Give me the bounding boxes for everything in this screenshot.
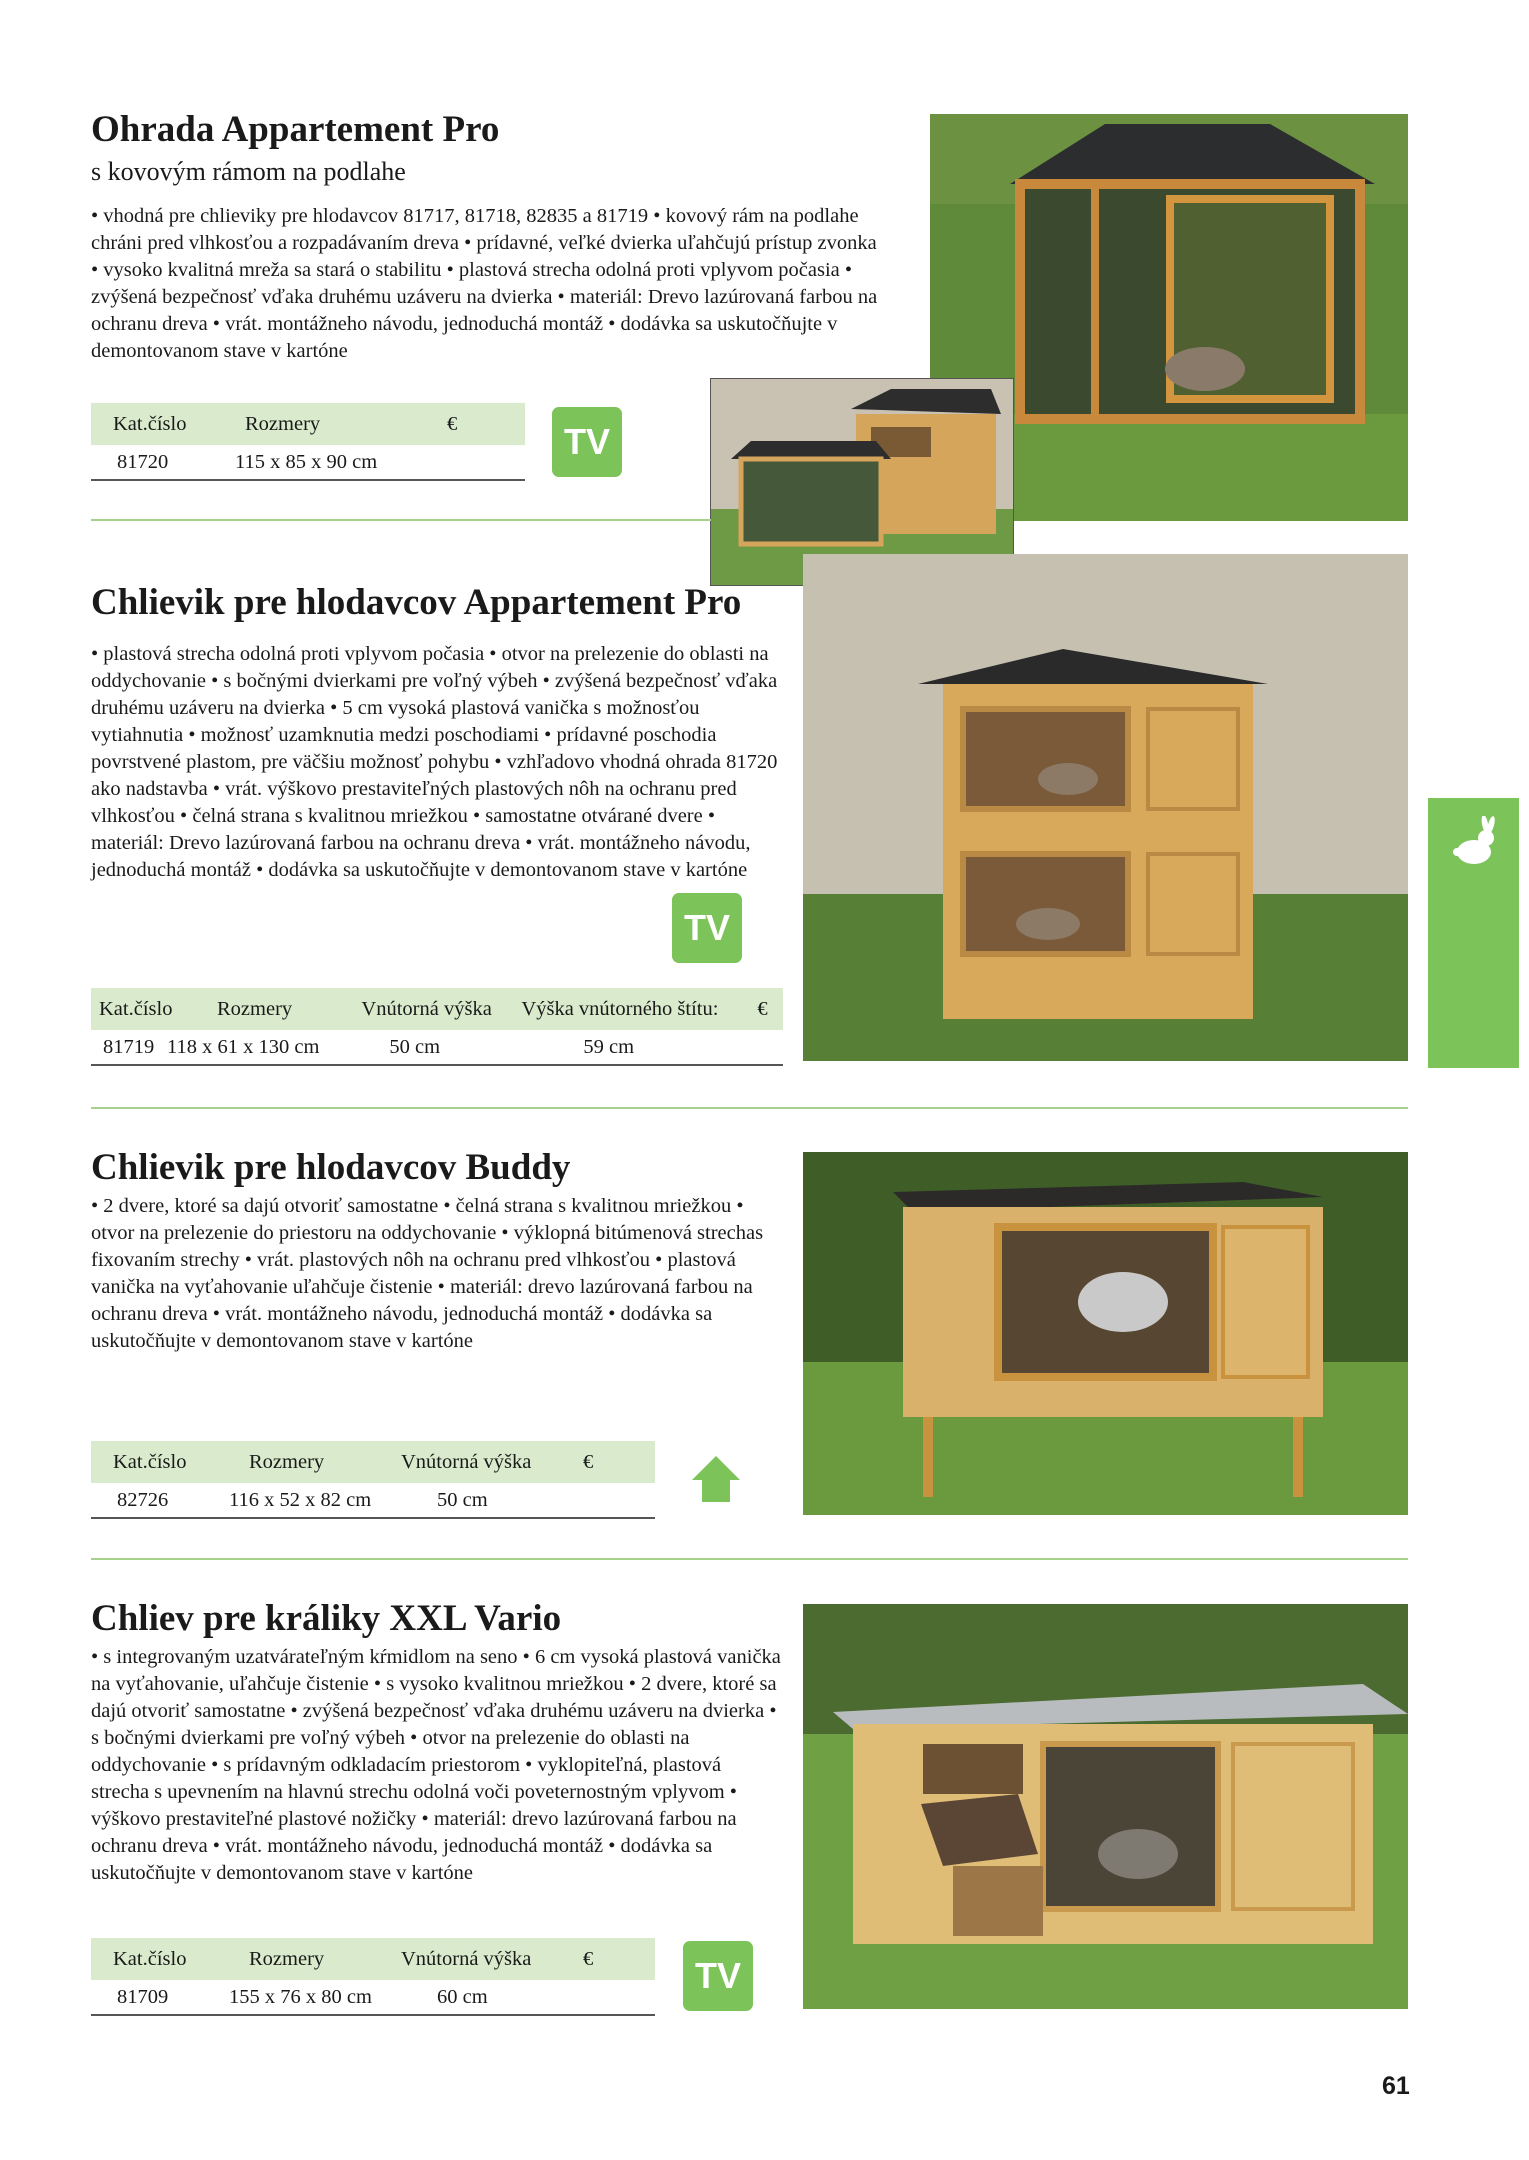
table-cell: 81720	[91, 445, 223, 480]
table-header: Kat.číslo	[91, 988, 209, 1030]
table-cell: 50 cm	[401, 1483, 583, 1518]
table-cell: 81719	[91, 1030, 209, 1065]
product-title: Chliev pre králiky XXL Vario	[91, 1598, 562, 1639]
table-cell: 81709	[91, 1980, 219, 2015]
product-photo	[803, 554, 1408, 1061]
spec-table	[91, 1441, 655, 1519]
table-cell: 50 cm	[361, 1030, 521, 1065]
table-header: Vnútorná výška	[361, 988, 521, 1030]
category-side-tab	[1428, 798, 1519, 1068]
product-title: Ohrada Appartement Pro	[91, 109, 500, 150]
product-subtitle: s kovovým rámom na podlahe	[91, 157, 406, 186]
table-header: Kat.číslo	[91, 1441, 219, 1483]
product-title: Chlievik pre hlodavcov Appartement Pro	[91, 582, 742, 623]
product-description: • plastová strecha odolná proti vplyvom počasia • otvor na prelezenie do oblasti na oddychovanie • s bočnými dvierkami pre voľný výbeh • zvýšená bezpečnosť vďaka druhému uzáveru na dvierka • 5 cm vysoká plastová vanička s možnosťou vytiahnutia • možnosť uzamknutia medzi poschodiami • prídavné poschodia povrstvené plastom, pre väčšiu možnosť pohybu • vzhľadovo vhodná ohrada 81720 ako nadstavba • vrát. výškovo prestaviteľných plastových nôh na ochranu pred vlhkosťou • čelná strana s kvalitnou mriežkou • samostatne otvárané dvere • materiál: Drevo lazúrovaná farbou na ochranu dreva • vrát. montážneho návodu, jednoduchá montáž • dodávka sa uskutočňujte v demontovanom stave v kartóne	[91, 643, 778, 881]
product-description: • 2 dvere, ktoré sa dajú otvoriť samostatne • čelná strana s kvalitnou mriežkou • otvor na prelezenie do priestoru na oddychovanie • výklopná bitúmenová strechas fixovaním strechy • vrát. plastových nôh na ochranu pred vlhkosťou • plastová vanička na vyťahovanie uľahčuje čistenie • materiál: drevo lazúrovaná farbou na ochranu dreva • vrát. montážneho návodu, jednoduchá montáž • dodávka sa uskutočňujte v demontovanom stave v kartóne	[91, 1195, 764, 1352]
table-header: €	[447, 403, 525, 445]
table-header: Vnútorná výška	[401, 1441, 583, 1483]
product-description: • vhodná pre chlieviky pre hlodavcov 81717, 81718, 82835 a 81719 • kovový rám na podlahe chráni pred vlhkosťou a rozpadávaním dreva • prídavné, veľké dvierka uľahčujú prístup zvonka • vysoko kvalitná mreža sa stará o stabilitu • plastová strecha odolná proti vplyvom počasia • zvýšená bezpečnosť vďaka druhému uzáveru na dvierka • materiál: Drevo lazúrovaná farbou na ochranu dreva • vrát. montážneho návodu, jednoduchá montáž • dodávka sa uskutočňujte v demontovanom stave v kartóne	[91, 205, 878, 362]
section-divider	[91, 519, 711, 521]
table-cell	[757, 1030, 783, 1065]
tv-badge: TV	[672, 893, 742, 963]
spec-table	[91, 403, 525, 481]
table-header: Kat.číslo	[91, 1938, 219, 1980]
product-title: Chlievik pre hlodavcov Buddy	[91, 1147, 571, 1188]
table-cell	[583, 1980, 655, 2015]
product-description: • s integrovaným uzatvárateľným kŕmidlom na seno • 6 cm vysoká plastová vanička na vyťahovanie, uľahčuje čistenie • s vysoko kvalitnou mriežkou • 2 dvere, ktoré sa dajú otvoriť samostatne • zvýšená bezpečnosť vďaka druhému uzáveru na dvierka • s bočnými dvierkami pre voľný výbeh • otvor na prelezenie do oblasti na oddychovanie • s prídavným odkladacím priestorom • vyklopiteľná, plastová strecha s upevnením na hlavnú strechu odolná voči poveternostným vplyvom • výškovo prestaviteľné plastové nožičky • materiál: drevo lazúrovaná farbou na ochranu dreva • vrát. montážneho návodu, jednoduchá montáž • dodávka sa uskutočňujte v demontovanom stave v kartóne	[91, 1646, 781, 1884]
table-row	[91, 1980, 655, 2015]
table-row	[91, 445, 525, 480]
tv-badge: TV	[552, 407, 622, 477]
table-cell: 155 x 76 x 80 cm	[219, 1980, 401, 2015]
table-cell	[447, 445, 525, 480]
table-header-row	[91, 403, 525, 445]
table-header: Rozmery	[223, 403, 447, 445]
table-row	[91, 1030, 783, 1065]
tv-badge: TV	[683, 1941, 753, 2011]
spec-table	[91, 1938, 655, 2016]
table-cell: 82726	[91, 1483, 219, 1518]
table-header: Rozmery	[209, 988, 361, 1030]
house-icon	[690, 1454, 742, 1504]
section-divider	[91, 1107, 1408, 1109]
table-header-row	[91, 988, 783, 1030]
table-header: €	[583, 1441, 655, 1483]
table-row	[91, 1483, 655, 1518]
rabbit-icon	[1452, 816, 1500, 866]
table-cell	[583, 1483, 655, 1518]
product-photo	[803, 1604, 1408, 2009]
table-header-row	[91, 1441, 655, 1483]
product-photo	[803, 1152, 1408, 1515]
table-header: Rozmery	[219, 1938, 401, 1980]
spec-table	[91, 988, 783, 1066]
table-cell: 60 cm	[401, 1980, 583, 2015]
section-divider	[91, 1558, 1408, 1560]
table-header-row	[91, 1938, 655, 1980]
table-header: Kat.číslo	[91, 403, 223, 445]
page-number: 61	[1382, 2072, 1410, 2100]
table-header: Rozmery	[219, 1441, 401, 1483]
table-cell: 118 x 61 x 130 cm	[167, 1030, 319, 1065]
table-header: Výška vnútorného štítu:	[521, 988, 757, 1030]
table-cell: 115 x 85 x 90 cm	[223, 445, 447, 480]
table-header: €	[757, 988, 783, 1030]
table-cell: 59 cm	[521, 1030, 757, 1065]
table-header: €	[583, 1938, 655, 1980]
table-header: Vnútorná výška	[401, 1938, 583, 1980]
table-cell: 116 x 52 x 82 cm	[219, 1483, 401, 1518]
